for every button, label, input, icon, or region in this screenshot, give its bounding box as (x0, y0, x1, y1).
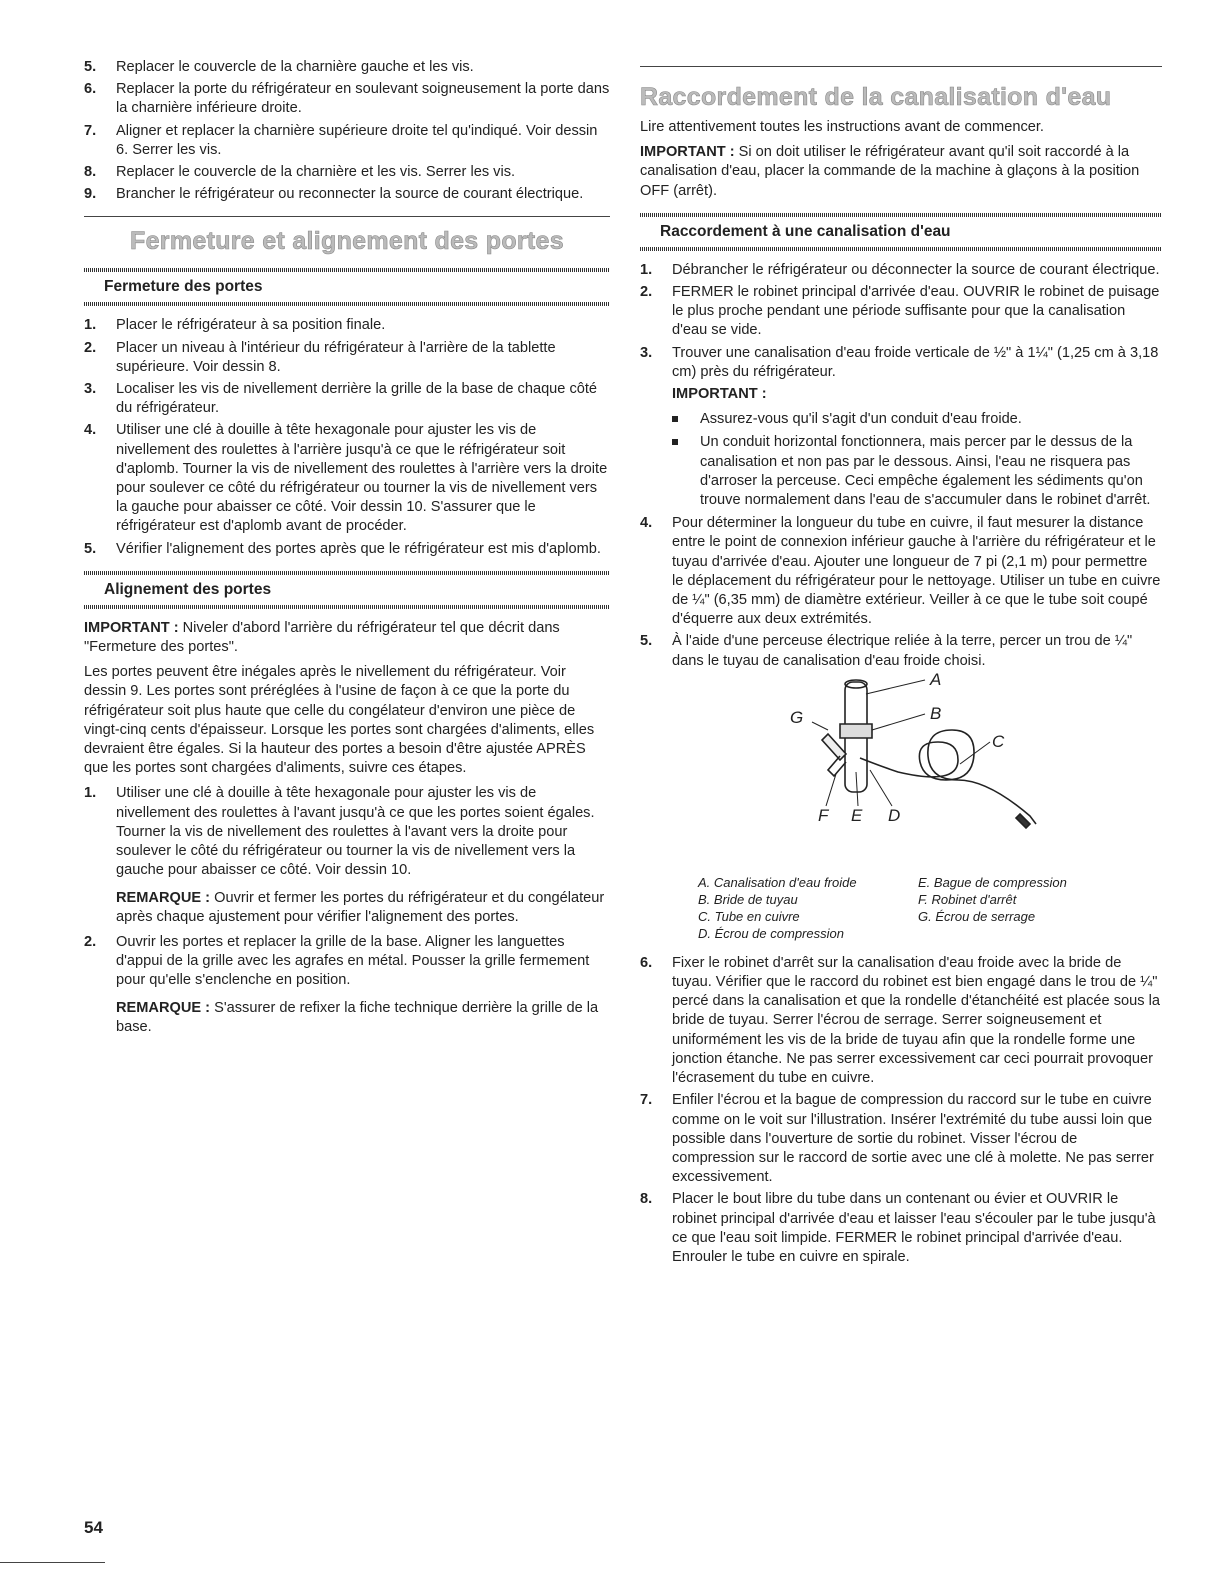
figure-letter: A (930, 669, 942, 689)
footer-rule (0, 1562, 105, 1563)
bullet-list (640, 410, 1162, 510)
list-item: 1. Utiliser une clé à douille à tête hexagonale pour ajuster les vis de nivellement des roulettes à l'avant jusqu'à ce que les portes soient égales. Tourner la vis de nivellement des roulettes à l'avant vers la droite pour soulever le côté du réfrigérateur ou tourner la vis de nivellement vers la gauche pour abaisser ce côté. Voir dessin 10. REMARQUE : Ouvrir et fermer les portes du réfrigérateur et du congélateur après chaque ajustement pour vérifier l'alignement des portes. (84, 784, 610, 926)
list-item: 1. Débrancher le réfrigérateur ou déconnecter la source de courant électrique. (640, 261, 1160, 278)
legend-item (918, 925, 1118, 942)
important-note: IMPORTANT : Si on doit utiliser le réfrigérateur avant qu'il soit raccordé à la canalisation d'eau, placer la commande de la machine à glaçons à la position OFF (arrêt). (640, 144, 1140, 199)
section-title: Fermeture et alignement des portes (130, 227, 564, 256)
water-line-steps-list (640, 954, 1162, 1267)
page-number: 54 (84, 1518, 103, 1537)
list-item: 5. Replacer le couvercle de la charnière gauche et les vis. (84, 59, 474, 75)
valve-figure (640, 669, 1162, 874)
subsection-title: Alignement des portes (104, 580, 272, 598)
hatched-rule (84, 302, 610, 306)
figure-letter: D (888, 805, 901, 825)
list-item: 6. Replacer la porte du réfrigérateur en soulevant soigneusement la porte dans la charnière inférieure droite. (84, 81, 610, 117)
legend-item: B. Bride de tuyau (698, 891, 798, 907)
subsection-title: Raccordement à une canalisation d'eau (660, 222, 951, 240)
figure-letter: C (992, 731, 1005, 751)
list-item: 1. Placer le réfrigérateur à sa position finale. (84, 317, 386, 334)
legend-item: G. Écrou de serrage (918, 908, 1036, 924)
water-line-steps-list (640, 514, 1162, 671)
paragraph: Les portes peuvent être inégales après le nivellement du réfrigérateur. Voir dessin 9. Les portes sont préréglées à l'usine de façon à ce que la porte du réfrigérateur soit plus haute que celle du congélateur d'environ une pièce de vingt-cinq cents d'épaisseur. Lorsque les portes sont chargées d'aliments, elles devraient être égales. Si la hauteur des portes a besoin d'être ajustée APRÈS que les portes sont chargées d'aliments, suivre ces étapes. (84, 664, 595, 777)
list-item: 7. Aligner et replacer la charnière supérieure droite tel qu'indiqué. Voir dessin 6. Serrer les vis. (84, 122, 598, 158)
section-divider (640, 66, 1162, 67)
list-item: 3. Trouver une canalisation d'eau froide verticale de ½" à 1¼" (1,25 cm à 3,18 cm) près du réfrigérateur. IMPORTANT : (640, 344, 1162, 405)
right-column (640, 58, 1162, 1270)
alignment-steps-list (84, 784, 610, 1036)
intro-text: Lire attentivement toutes les instructions avant de commencer. (640, 119, 1044, 135)
legend-item: A. Canalisation d'eau froide (698, 874, 857, 890)
subsection-title: Fermeture des portes (104, 278, 263, 296)
important-label: IMPORTANT : (672, 386, 767, 403)
remark: REMARQUE : Ouvrir et fermer les portes du réfrigérateur et du congélateur après chaque ajustement pour vérifier l'alignement des portes. (116, 889, 605, 925)
bullet-item: Assurez-vous qu'il s'agit d'un conduit d'eau froide. (672, 410, 1162, 429)
remark: REMARQUE : S'assurer de refixer la fiche technique derrière la grille de la base. (116, 999, 599, 1035)
list-item: 8. Replacer le couvercle de la charnière et les vis. Serrer les vis. (84, 164, 516, 181)
legend-item: C. Tube en cuivre (698, 908, 800, 924)
intro-list (84, 58, 610, 204)
list-item: 2. FERMER le robinet principal d'arrivée d'eau. OUVRIR le robinet de puisage le plus proche pendant une période suffisante pour que la canalisation d'eau se vide. (640, 284, 1160, 339)
list-item: 8. Placer le bout libre du tube dans un contenant ou évier et OUVRIR le robinet principal d'arrivée d'eau et laisser l'eau s'écouler par le tube jusqu'à ce que l'eau soit limpide. FERMER le robinet principal d'arrivée d'eau. Enrouler le tube en cuivre en spirale. (640, 1191, 1156, 1265)
legend-item: D. Écrou de compression (698, 925, 844, 941)
list-item: 5. Vérifier l'alignement des portes après que le réfrigérateur est mis d'aplomb. (84, 540, 601, 557)
valve-diagram (640, 674, 1162, 874)
figure-letter: E (851, 805, 863, 825)
list-item: 6. Fixer le robinet d'arrêt sur la canalisation d'eau froide avec la bride de tuyau. Vérifier que le raccord du robinet est bien engagé dans le trou de ¼" percé dans la canalisation et que la rondelle d'étanchéité est placée sous la bride de tuyau. Serrer l'écrou de serrage. Serrer soigneusement et uniformément les vis de la bride de tuyau afin que la rondelle forme une jonction étanche. Ne pas serrer excessivement car ceci pourrait provoquer l'écrasement du tube en cuivre. (640, 954, 1160, 1087)
list-item: 3. Localiser les vis de nivellement derrière la grille de la base de chaque côté du réfrigérateur. (84, 381, 598, 417)
section-divider (84, 216, 610, 217)
hatched-rule (640, 247, 1162, 251)
list-item: 7. Enfiler l'écrou et la bague de compression du raccord sur le tube en cuivre comme on le voit sur l'illustration. Insérer l'extrémité du tube aussi loin que possible dans l'ouverture de sortie du robinet. Visser l'écrou de compression sur le raccord de sortie avec une clé à molette. Ne pas serrer excessivement. (640, 1092, 1154, 1186)
hatched-rule (84, 605, 610, 609)
water-line-steps-list (640, 261, 1162, 404)
important-note: IMPORTANT : Niveler d'abord l'arrière du réfrigérateur tel que décrit dans "Fermeture des portes". (84, 619, 560, 656)
list-item: 2. Placer un niveau à l'intérieur du réfrigérateur à l'arrière de la tablette supérieure. Voir dessin 8. (84, 339, 556, 375)
bullet-item: Un conduit horizontal fonctionnera, mais percer par le dessus de la canalisation et non pas par le dessous. Ainsi, l'eau ne risquera pas d'arroser la perceuse. Ceci empêche également les sédiments qu'on trouve normalement dans l'eau de s'accumuler dans le robinet d'arrêt. (672, 433, 1162, 510)
figure-letter: B (930, 703, 942, 723)
list-item: 5. À l'aide d'une perceuse électrique reliée à la terre, percer un trou de ¼" dans le tuyau de canalisation d'eau froide choisi. (640, 633, 1133, 669)
left-column (84, 58, 610, 1043)
section-title: Raccordement de la canalisation d'eau (640, 83, 1112, 111)
figure-legend (698, 874, 1162, 942)
list-item: 4. Pour déterminer la longueur du tube en cuivre, il faut mesurer la distance entre le point de connexion inférieur gauche à l'arrière du réfrigérateur et le tuyau d'arrivée d'eau. Ajouter une longueur de 7 pi (2,1 m) pour permettre le déplacement du réfrigérateur pour le nettoyage. Utiliser un tube en cuivre de ¼" (6,35 mm) de diamètre extérieur. Veiller à ce que le tube soit coupé d'équerre aux deux extrémités. (640, 515, 1161, 628)
figure-letter: F (818, 805, 829, 825)
legend-item: E. Bague de compression (918, 874, 1067, 890)
closing-steps-list (84, 316, 610, 558)
list-item: 2. Ouvrir les portes et replacer la grille de la base. Aligner les languettes d'appui de la grille avec les agrafes en métal. Pousser la grille fermement pour qu'elle s'enclenche en position. REMARQUE : S'assurer de refixer la fiche technique derrière la grille de la base. (84, 933, 610, 1037)
figure-letter: G (790, 707, 804, 727)
legend-item: F. Robinet d'arrêt (918, 891, 1017, 907)
list-item: 9. Brancher le réfrigérateur ou reconnecter la source de courant électrique. (84, 186, 584, 203)
list-item: 4. Utiliser une clé à douille à tête hexagonale pour ajuster les vis de nivellement des roulettes à l'arrière jusqu'à ce que le réfrigérateur soit d'aplomb. Tourner la vis de nivellement des roulettes à l'arrière vers la droite pour soulever ce côté du réfrigérateur ou tourner la vis de nivellement vers la gauche pour abaisser ce côté. Voir dessin 10. S'assurer que le réfrigérateur est d'aplomb avant de procéder. (84, 422, 608, 535)
